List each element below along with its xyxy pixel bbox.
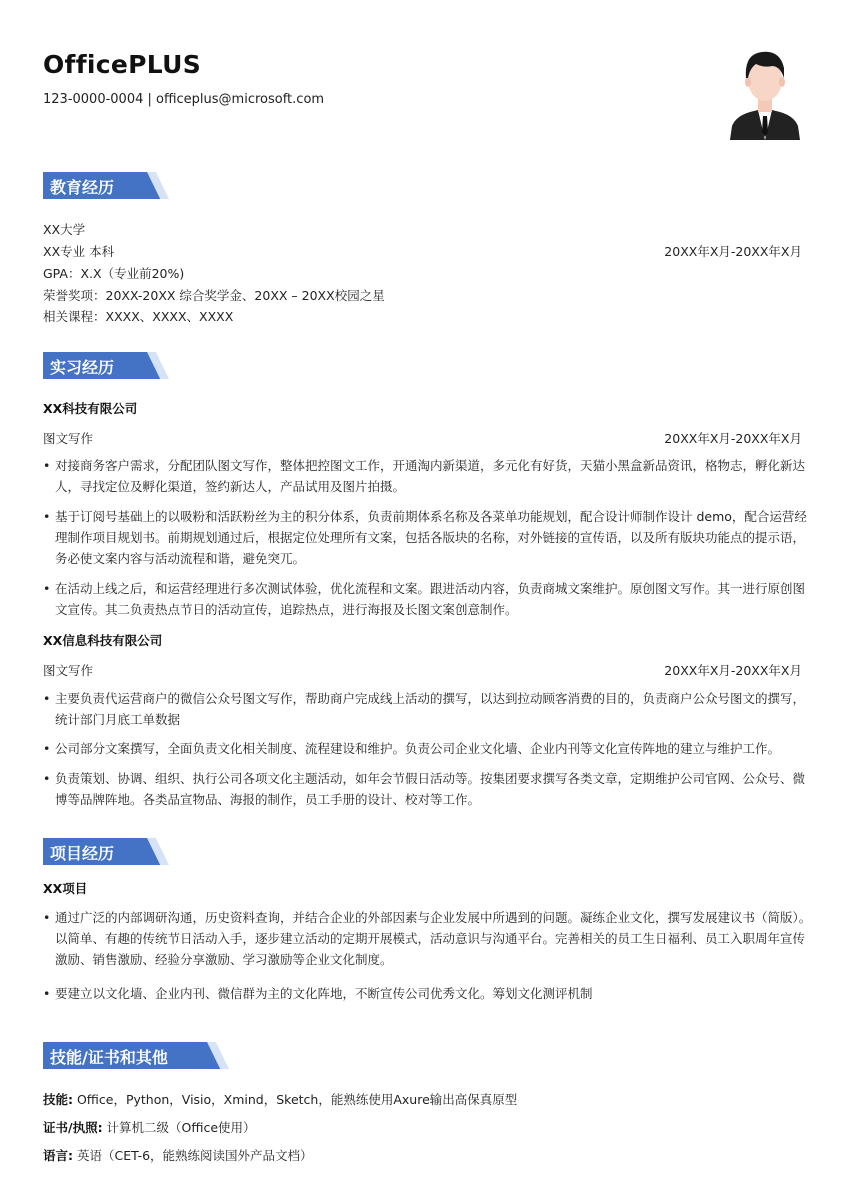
list-item: • 对接商务客户需求，分配团队图文写作，整体把控图文工作，开通淘内新渠道，多元化有好货，天猫小黑盒新品资讯，格物志，孵化新达人，寻找定位及孵化渠道，签约新达人，产品试用及图片拍摄。 [43, 455, 813, 497]
school-name: XX大学 [43, 222, 86, 237]
skill-line [43, 1090, 517, 1108]
company-name: XX信息科技有限公司 [43, 633, 163, 648]
skill-value: Office，Python，Visio，Xmind，Sketch，能熟练使用Axure输出高保真原型 [73, 1092, 518, 1107]
section-title: 教育经历 [50, 178, 115, 197]
section-title: 技能/证书和其他 [50, 1048, 168, 1067]
avatar-icon [728, 44, 802, 140]
section-title: 项目经历 [50, 844, 115, 863]
certificate-label: 证书/执照: [43, 1120, 103, 1135]
section-header-skills [43, 1042, 238, 1069]
language-label: 语言: [43, 1148, 73, 1163]
language-value: 英语（CET-6，能熟练阅读国外产品文档） [73, 1148, 313, 1163]
certificate-line [43, 1118, 256, 1136]
job-date: 20XX年X月-20XX年X月 [664, 663, 802, 678]
list-item: • 在活动上线之后，和运营经理进行多次测试体验，优化流程和文案。跟进活动内容，负责商城文案维护。原创图文写作。其一进行原创图文宣传。其二负责热点节日的活动宣传，追踪热点，进行海报及长图文案创意制作。 [43, 578, 813, 620]
courses: 相关课程：XXXX、XXXX、XXXX [43, 309, 234, 324]
major: XX专业 本科 [43, 244, 115, 259]
honors: 荣誉奖项：20XX-20XX 综合奖学金、20XX – 20XX校园之星 [43, 288, 385, 303]
section-title: 实习经历 [50, 358, 115, 377]
list-item: • 主要负责代运营商户的微信公众号图文写作，帮助商户完成线上活动的撰写，以达到拉动顾客消费的目的，负责商户公众号图文的撰写，统计部门月底工单数据 [43, 688, 813, 730]
gpa: GPA：X.X（专业前20%) [43, 266, 185, 281]
list-item: • 基于订阅号基础上的以吸粉和活跃粉丝为主的积分体系，负责前期体系名称及各菜单功能规划，配合设计师制作设计 demo，配合运营经理制作项目规划书。前期规划通过后，根据定位处理所有文案，包括各版块的名称，对外链接的宣传语，以及所有版块功能点的提示语，务必使文案内容与活动流程和谐，避免突兀。 [43, 506, 813, 569]
job-role: 图文写作 [43, 431, 94, 446]
section-header-education [43, 172, 170, 199]
list-item: • 要建立以文化墙、企业内刊、微信群为主的文化阵地，不断宣传公司优秀文化。筹划文化测评机制 [43, 983, 813, 1004]
certificate-value: 计算机二级（Office使用） [102, 1120, 256, 1135]
list-item: • 公司部分文案撰写，全面负责文化相关制度、流程建设和维护。负责公司企业文化墙、企业内刊等文化宣传阵地的建立与维护工作。 [43, 738, 813, 759]
education-date: 20XX年X月-20XX年X月 [664, 244, 802, 259]
company-name: XX科技有限公司 [43, 401, 138, 416]
section-header-internship [43, 352, 170, 379]
language-line [43, 1146, 313, 1164]
job-role: 图文写作 [43, 663, 94, 678]
list-item: • 通过广泛的内部调研沟通，历史资料查询，并结合企业的外部因素与企业发展中所遇到的问题。凝练企业文化，撰写发展建议书（简版）。以简单、有趣的传统节日活动入手，逐步建立活动的定期开展模式，活动意识与沟通平台。完善相关的员工生日福利、员工入职周年宣传激励、销售激励、经验分享激励、学习激励等企业文化制度。 [43, 907, 813, 970]
list-item: • 负责策划、协调、组织、执行公司各项文化主题活动，如年会节假日活动等。按集团要求撰写各类文章，定期维护公司官网、公众号、微博等品牌阵地。各类品宣物品、海报的制作，员工手册的设计、校对等工作。 [43, 768, 813, 810]
project-name: XX项目 [43, 881, 88, 896]
resume-name: OfficePLUS [43, 50, 202, 79]
job-date: 20XX年X月-20XX年X月 [664, 431, 802, 446]
skill-label: 技能: [43, 1092, 73, 1107]
contact-info: 123-0000-0004 | officeplus@microsoft.com [43, 92, 325, 107]
section-header-project [43, 838, 170, 865]
